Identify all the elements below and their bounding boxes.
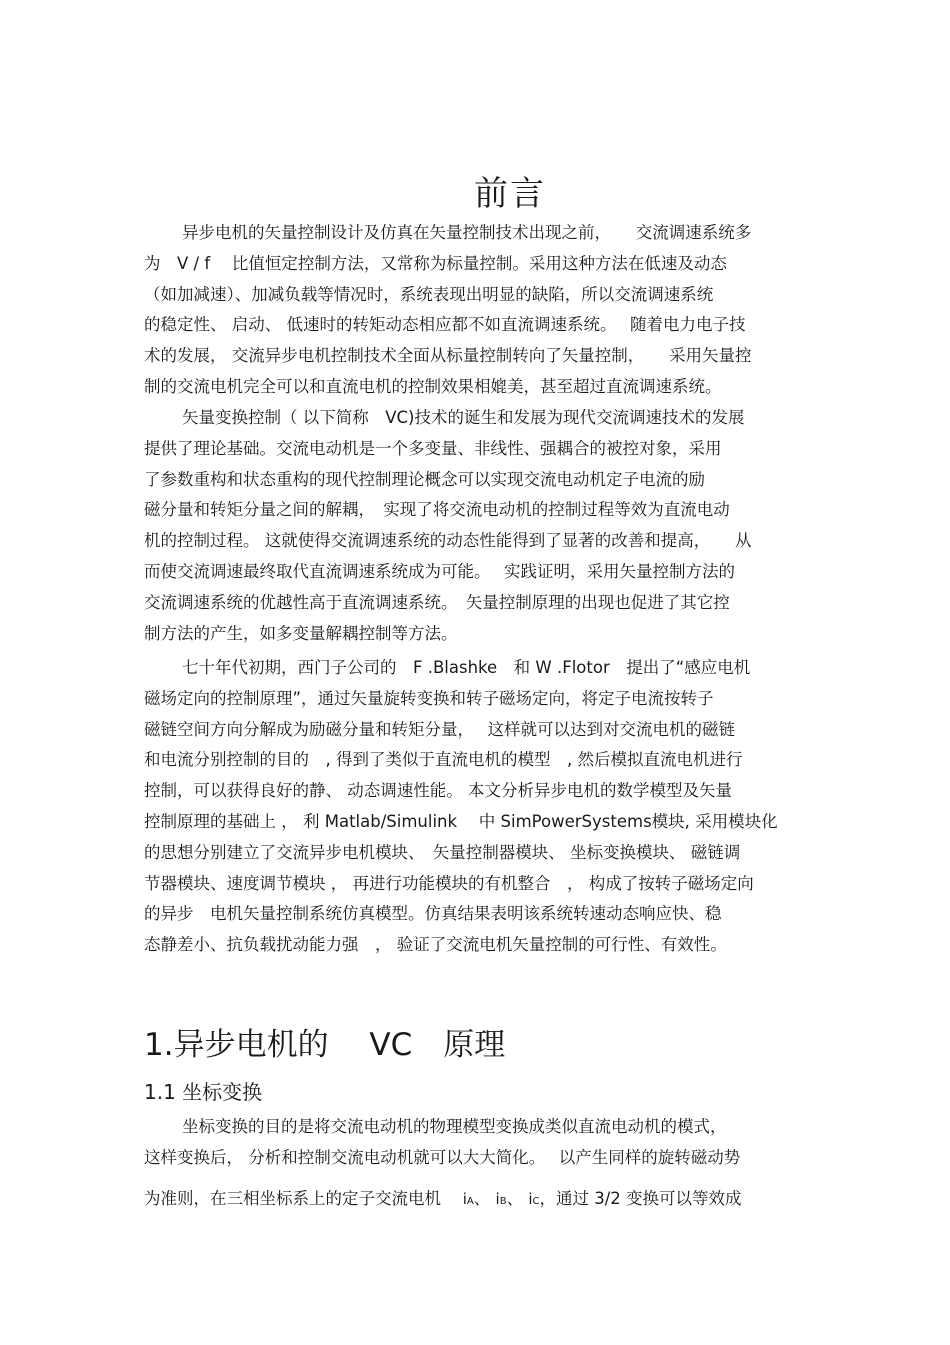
text-line: 态静差小、抗负载扰动能力强 ， 验证了交流电机矢量控制的可行性、有效性。 xyxy=(144,935,727,955)
text-line: 磁分量和转矩分量之间的解耦， 实现了将交流电动机的控制过程等效为直流电动 xyxy=(144,500,730,520)
text-line: 坐标变换的目的是将交流电动机的物理模型变换成类似直流电动机的模式， xyxy=(182,1117,727,1136)
text-segment: ，通过 3/2 变换可以等效成 xyxy=(539,1188,742,1208)
text-line: 磁链空间方向分解成为励磁分量和转矩分量， 这样就可以达到对交流电机的磁链 xyxy=(144,719,735,739)
current-symbol-ib: iB xyxy=(495,1189,507,1208)
text-line: 矢量变换控制（ 以下简称 VC)技术的诞生和发展为现代交流调速技术的发展 xyxy=(182,408,745,427)
text-line: 的思想分别建立了交流异步电机模块、 矢量控制器模块、 坐标变换模块、 磁链调 xyxy=(144,842,741,862)
text-line: 磁场定向的控制原理”，通过矢量旋转变换和转子磁场定向，将定子电流按转子 xyxy=(144,688,714,708)
text-line xyxy=(144,1184,808,1215)
text-line: 制的交流电机完全可以和直流电机的控制效果相媲美，甚至超过直流调速系统。 xyxy=(144,376,722,396)
subsection-heading: 1.1 坐标变换 xyxy=(144,1080,263,1104)
paragraph-intro xyxy=(144,218,808,403)
separator: 、 xyxy=(506,1188,524,1208)
paragraph-vc-background xyxy=(144,403,808,649)
text-line: 提供了理论基础。交流电动机是一个多变量、非线性、强耦合的被控对象，采用 xyxy=(144,438,722,458)
current-symbol-ia: iA xyxy=(462,1189,474,1208)
text-line: 交流调速系统的优越性高于直流调速系统。 矢量控制原理的出现也促进了其它控 xyxy=(144,592,730,612)
text-line: （如加减速）、加减负载等情况时，系统表现出明显的缺陷，所以交流调速系统 xyxy=(144,284,714,304)
text-line: 为 V / f 比值恒定控制方法，又常称为标量控制。采用这种方法在低速及动态 xyxy=(144,253,727,273)
text-line: 七十年代初期，西门子公司的 F .Blashke 和 W .Flotor 提出了“感应电机 xyxy=(182,658,751,677)
text-line: 异步电机的矢量控制设计及仿真在矢量控制技术出现之前， 交流调速系统多 xyxy=(182,223,752,242)
text-line: 而使交流调速最终取代直流调速系统成为可能。 实践证明，采用矢量控制方法的 xyxy=(144,561,735,581)
page-title: 前言 xyxy=(474,174,546,214)
text-line: 的异步 电机矢量控制系统仿真模型。仿真结果表明该系统转速动态响应快、稳 xyxy=(144,904,722,924)
text-line: 制方法的产生，如多变量解耦控制等方法。 xyxy=(144,623,458,643)
text-line: 了参数重构和状态重构的现代控制理论概念可以实现交流电动机定子电流的励 xyxy=(144,469,705,489)
paragraph-history xyxy=(144,653,808,961)
current-symbol-ic: iC xyxy=(528,1189,540,1208)
text-line: 节器模块、速度调节模块 ， 再进行功能模块的有机整合 ， 构成了按转子磁场定向 xyxy=(144,873,754,893)
paragraph-coordinate-transform xyxy=(144,1112,808,1214)
text-line: 和电流分别控制的目的 , 得到了类似于直流电机的模型 , 然后模拟直流电机进行 xyxy=(144,750,743,770)
separator: 、 xyxy=(473,1188,491,1208)
text-segment: 为准则，在三相坐标系上的定子交流电机 xyxy=(144,1188,458,1208)
text-line: 这样变换后， 分析和控制交流电动机就可以大大简化。 以产生同样的旋转磁动势 xyxy=(144,1147,741,1167)
text-line: 术的发展， 交流异步电机控制技术全面从标量控制转向了矢量控制， 采用矢量控 xyxy=(144,346,752,366)
text-line: 机的控制过程。 这就使得交流调速系统的动态性能得到了显著的改善和提高， 从 xyxy=(144,531,752,551)
text-line: 控制原理的基础上 ， 利 Matlab/Simulink 中 SimPowerSystems模块, 采用模块化 xyxy=(144,811,778,831)
text-line: 控制，可以获得良好的静、 动态调速性能。 本文分析异步电机的数学模型及矢量 xyxy=(144,781,732,801)
section-heading: 1.异步电机的 VC 原理 xyxy=(144,1027,506,1063)
text-line: 的稳定性、 启动、 低速时的转矩动态相应都不如直流调速系统。 随着电力电子技 xyxy=(144,315,746,335)
